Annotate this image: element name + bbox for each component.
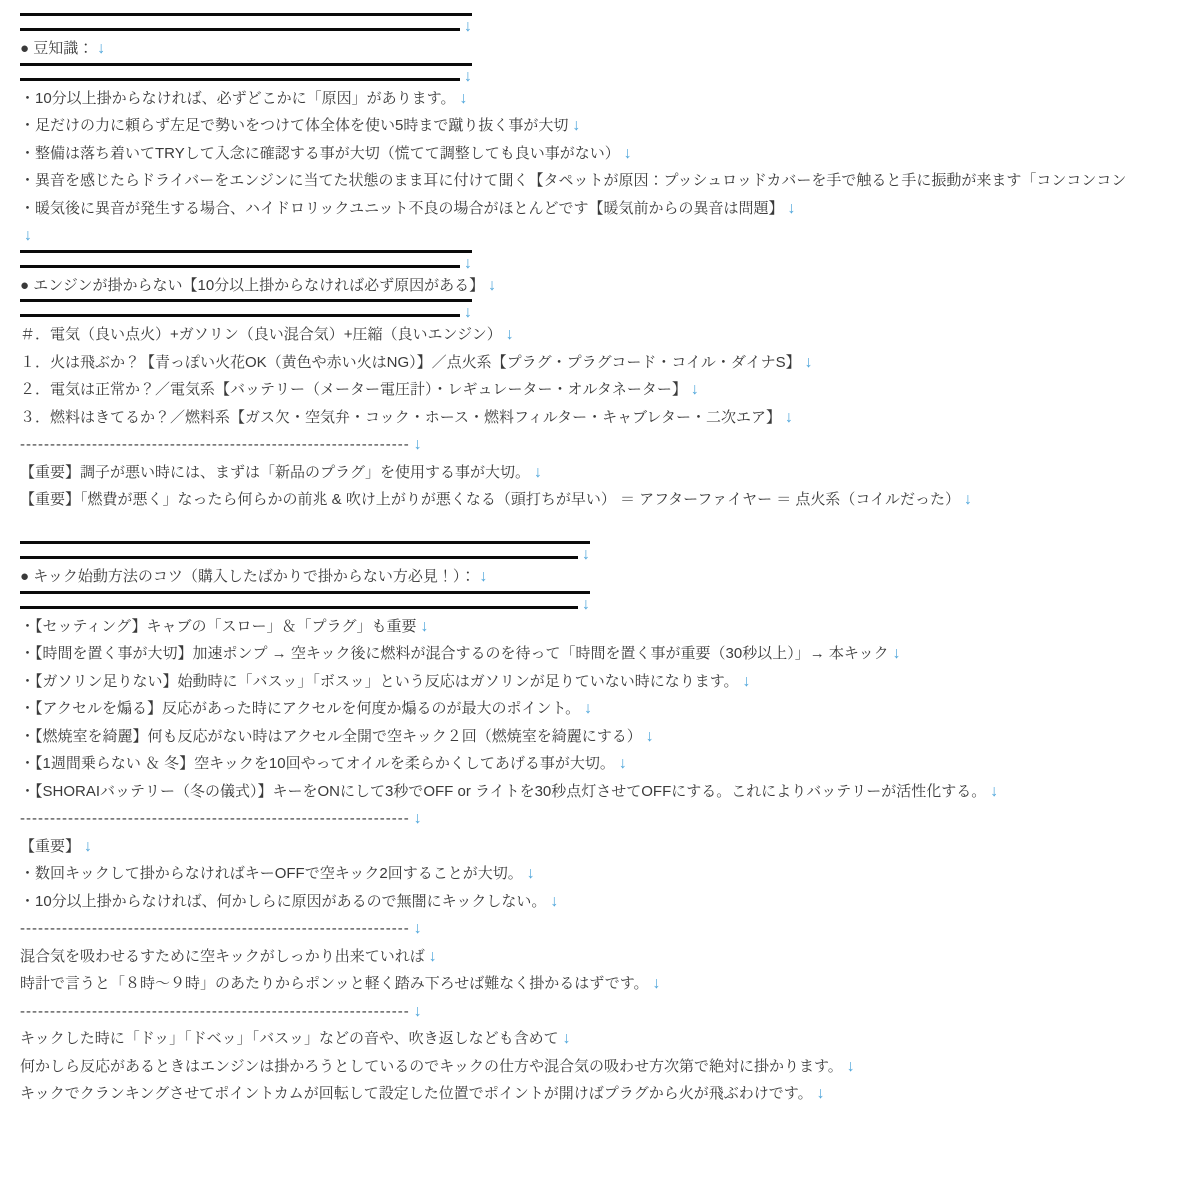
- horizontal-rule: [20, 314, 460, 317]
- dashed-separator: [20, 805, 1200, 833]
- linebreak-mark-icon: ↓: [413, 810, 422, 827]
- linebreak-mark-icon: ↓: [804, 353, 813, 371]
- horizontal-rule: [20, 28, 460, 31]
- line-text: 混合気を吸わせるすために空キックがしっかり出来ていれば: [20, 947, 425, 965]
- linebreak-mark-icon: ↓: [582, 546, 590, 563]
- line-text: ・【ガソリン足りない】始動時に「バスッ」「ボスッ」という反応はガソリンが足りていない時になります。: [20, 672, 739, 690]
- line-text: 【重要】調子が悪い時には、まずは「新品のプラグ」を使用する事が大切。: [20, 463, 531, 481]
- text-line: [20, 1053, 1200, 1081]
- line-text: 時計で言うと「８時～９時」のあたりからポンッと軽く踏み下ろせば難なく掛かるはずです。: [20, 975, 649, 992]
- text-line: [20, 833, 1200, 861]
- line-text: ３．燃料はきてるか？／燃料系【ガス欠・空気弁・コック・ホース・燃料フィルター・キャブレター・二次エア】: [20, 408, 781, 426]
- text-line: [20, 140, 1200, 168]
- line-text: ・【燃焼室を綺麗】何も反応がない時はアクセル全開で空キック２回（燃焼室を綺麗にする）: [20, 727, 642, 745]
- text-line: [20, 1080, 1200, 1108]
- linebreak-mark-icon: ↓: [413, 920, 422, 937]
- text-line: [20, 888, 1200, 916]
- line-text: ● 豆知識：: [20, 40, 94, 57]
- linebreak-mark-icon: ↓: [846, 1057, 855, 1075]
- linebreak-mark-icon: ↓: [479, 568, 488, 585]
- horizontal-rule-line: [20, 541, 590, 563]
- linebreak-mark-icon: ↓: [742, 672, 751, 690]
- line-text: １．火は飛ぶか？【青っぽい火花OK（黄色や赤い火はNG）】／点火系【プラグ・プラグコード・コイル・ダイナS】: [20, 353, 801, 371]
- text-line: [20, 943, 1200, 971]
- text-line: [20, 195, 1200, 223]
- linebreak-mark-icon: ↓: [84, 837, 93, 855]
- linebreak-mark-icon: ↓: [787, 199, 796, 217]
- linebreak-mark-icon: ↓: [459, 89, 468, 107]
- section-heading: [20, 563, 1200, 591]
- text-line: [20, 640, 1200, 668]
- text-line: [20, 778, 1200, 806]
- linebreak-mark-icon: ↓: [420, 617, 429, 635]
- text-line: [20, 376, 1200, 404]
- line-text: 【重要】「燃費が悪く」なったら何らかの前兆 & 吹け上がりが悪くなる（頭打ちが早い） ＝ アフターファイヤー ＝ 点火系（コイルだった）: [20, 491, 960, 508]
- section-heading: [20, 35, 1200, 63]
- linebreak-mark-icon: ↓: [572, 117, 581, 134]
- linebreak-mark-icon: ↓: [550, 892, 559, 910]
- line-text: ● キック始動方法のコツ（購入したばかりで掛からない方必見！）：: [20, 568, 476, 585]
- line-text: ・【1週間乗らない ＆ 冬】空キックを10回やってオイルを柔らかくしてあげる事が大切。: [20, 755, 615, 772]
- horizontal-rule-line: [20, 591, 590, 613]
- line-text: -----------------------------------------------------------------: [20, 810, 410, 827]
- line-text: ・【時間を置く事が大切】加速ポンプ → 空キック後に燃料が混合するのを待って「時間を置く事が重要（30秒以上）」→ 本キック: [20, 645, 889, 662]
- text-line: [20, 1025, 1200, 1053]
- text-line: [20, 723, 1200, 751]
- line-text: キックした時に「ドッ」「ドベッ」「バスッ」などの音や、吹き返しなども含めて: [20, 1030, 559, 1047]
- text-line: [20, 486, 1200, 514]
- line-text: ・【アクセルを煽る】反応があった時にアクセルを何度か煽るのが最大のポイント。: [20, 700, 581, 717]
- text-line: [20, 167, 1200, 195]
- line-text: ・10分以上掛からなければ、必ずどこかに「原因」があります。: [20, 89, 456, 107]
- text-line: [20, 970, 1200, 998]
- linebreak-mark-icon: ↓: [505, 326, 514, 343]
- line-text: 【重要】: [20, 837, 81, 855]
- linebreak-mark-icon: ↓: [526, 865, 535, 882]
- linebreak-mark-icon: ↓: [645, 727, 654, 745]
- horizontal-rule-line: [20, 250, 472, 272]
- linebreak-mark-icon: ↓: [892, 645, 901, 662]
- linebreak-mark-icon: ↓: [428, 947, 437, 965]
- linebreak-mark-icon: ↓: [784, 408, 793, 426]
- line-text: 何かしら反応があるときはエンジンは掛かろうとしているのでキックの仕方や混合気の吸わせ方次第で絶対に掛かります。: [20, 1057, 843, 1075]
- linebreak-mark-icon: ↓: [97, 40, 106, 57]
- linebreak-mark-icon: ↓: [464, 304, 472, 321]
- linebreak-mark-icon: ↓: [990, 782, 999, 800]
- text-line: [20, 349, 1200, 377]
- text-line: [20, 695, 1200, 723]
- line-text: ・暖気後に異音が発生する場合、ハイドロリックユニット不良の場合がほとんどです【暖気前からの異音は問題】: [20, 199, 784, 217]
- line-text: ２．電気は正常か？／電気系【バッテリー（メーター電圧計）・レギュレーター・オルタネーター】: [20, 381, 687, 398]
- horizontal-rule: [20, 556, 578, 559]
- linebreak-mark-icon: ↓: [464, 67, 472, 85]
- linebreak-mark-icon: ↓: [690, 381, 699, 398]
- linebreak-mark-icon: ↓: [413, 436, 422, 453]
- line-text: -----------------------------------------------------------------: [20, 436, 410, 453]
- linebreak-mark-icon: ↓: [562, 1030, 571, 1047]
- text-line: [20, 404, 1200, 432]
- line-text: ・10分以上掛からなければ、何かしらに原因があるので無闇にキックしない。: [20, 892, 547, 910]
- blank-line: [20, 222, 1200, 250]
- horizontal-rule-line: [20, 13, 472, 35]
- dashed-separator: [20, 915, 1200, 943]
- horizontal-rule-line: [20, 63, 472, 85]
- text-line: [20, 860, 1200, 888]
- linebreak-mark-icon: ↓: [584, 700, 593, 717]
- linebreak-mark-icon: ↓: [582, 595, 590, 613]
- text-line: [20, 668, 1200, 696]
- linebreak-mark-icon: ↓: [534, 463, 543, 481]
- line-text: ・整備は落ち着いてTRYして入念に確認する事が大切（慌てて調整しても良い事がない）: [20, 144, 620, 162]
- text-line: [20, 321, 1200, 349]
- text-line: [20, 613, 1200, 641]
- linebreak-mark-icon: ↓: [816, 1085, 825, 1102]
- horizontal-rule: [20, 78, 460, 81]
- dashed-separator: [20, 431, 1200, 459]
- line-text: ・【セッティング】キャブの「スロー」＆「プラグ」も重要: [20, 617, 417, 635]
- line-text: -----------------------------------------------------------------: [20, 920, 410, 937]
- linebreak-mark-icon: ↓: [464, 254, 472, 272]
- linebreak-mark-icon: ↓: [464, 18, 472, 35]
- dashed-separator: [20, 998, 1200, 1026]
- line-text: ・数回キックして掛からなければキーOFFで空キック2回することが大切。: [20, 865, 523, 882]
- text-line: [20, 750, 1200, 778]
- blank-line: [20, 514, 1200, 542]
- linebreak-mark-icon: ↓: [963, 491, 972, 508]
- line-text: ・【SHORAIバッテリー（冬の儀式）】キーをONにして3秒でOFF or ライトを30秒点灯させてOFFにする。これによりバッテリーが活性化する。: [20, 782, 987, 800]
- linebreak-mark-icon: ↓: [413, 1002, 422, 1020]
- text-line: [20, 112, 1200, 140]
- linebreak-mark-icon: ↓: [623, 144, 632, 162]
- line-text: -----------------------------------------------------------------: [20, 1002, 410, 1020]
- line-text: ・足だけの力に頼らず左足で勢いをつけて体全体を使い5時まで蹴り抜く事が大切: [20, 117, 569, 134]
- line-text: ● エンジンが掛からない【10分以上掛からなければ必ず原因がある】: [20, 276, 485, 294]
- text-line: [20, 459, 1200, 487]
- text-line: [20, 85, 1200, 113]
- horizontal-rule: [20, 265, 460, 268]
- linebreak-mark-icon: ↓: [618, 755, 627, 772]
- line-text: ・異音を感じたらドライバーをエンジンに当てた状態のまま耳に付けて聞く【タペットが原因：プッシュロッドカバーを手で触ると手に振動が来ます「コンコンコン: [20, 172, 1127, 189]
- line-text: キックでクランキングさせてポイントカムが回転して設定した位置でポイントが開けばプラグから火が飛ぶわけです。: [20, 1085, 813, 1102]
- linebreak-mark-icon: ↓: [24, 227, 32, 244]
- linebreak-mark-icon: ↓: [488, 276, 497, 294]
- section-heading: [20, 272, 1200, 300]
- linebreak-mark-icon: ↓: [652, 975, 661, 992]
- line-text: ＃．電気（良い点火）+ガソリン（良い混合気）+圧縮（良いエンジン）: [20, 326, 502, 343]
- horizontal-rule: [20, 606, 578, 609]
- horizontal-rule-line: [20, 299, 472, 321]
